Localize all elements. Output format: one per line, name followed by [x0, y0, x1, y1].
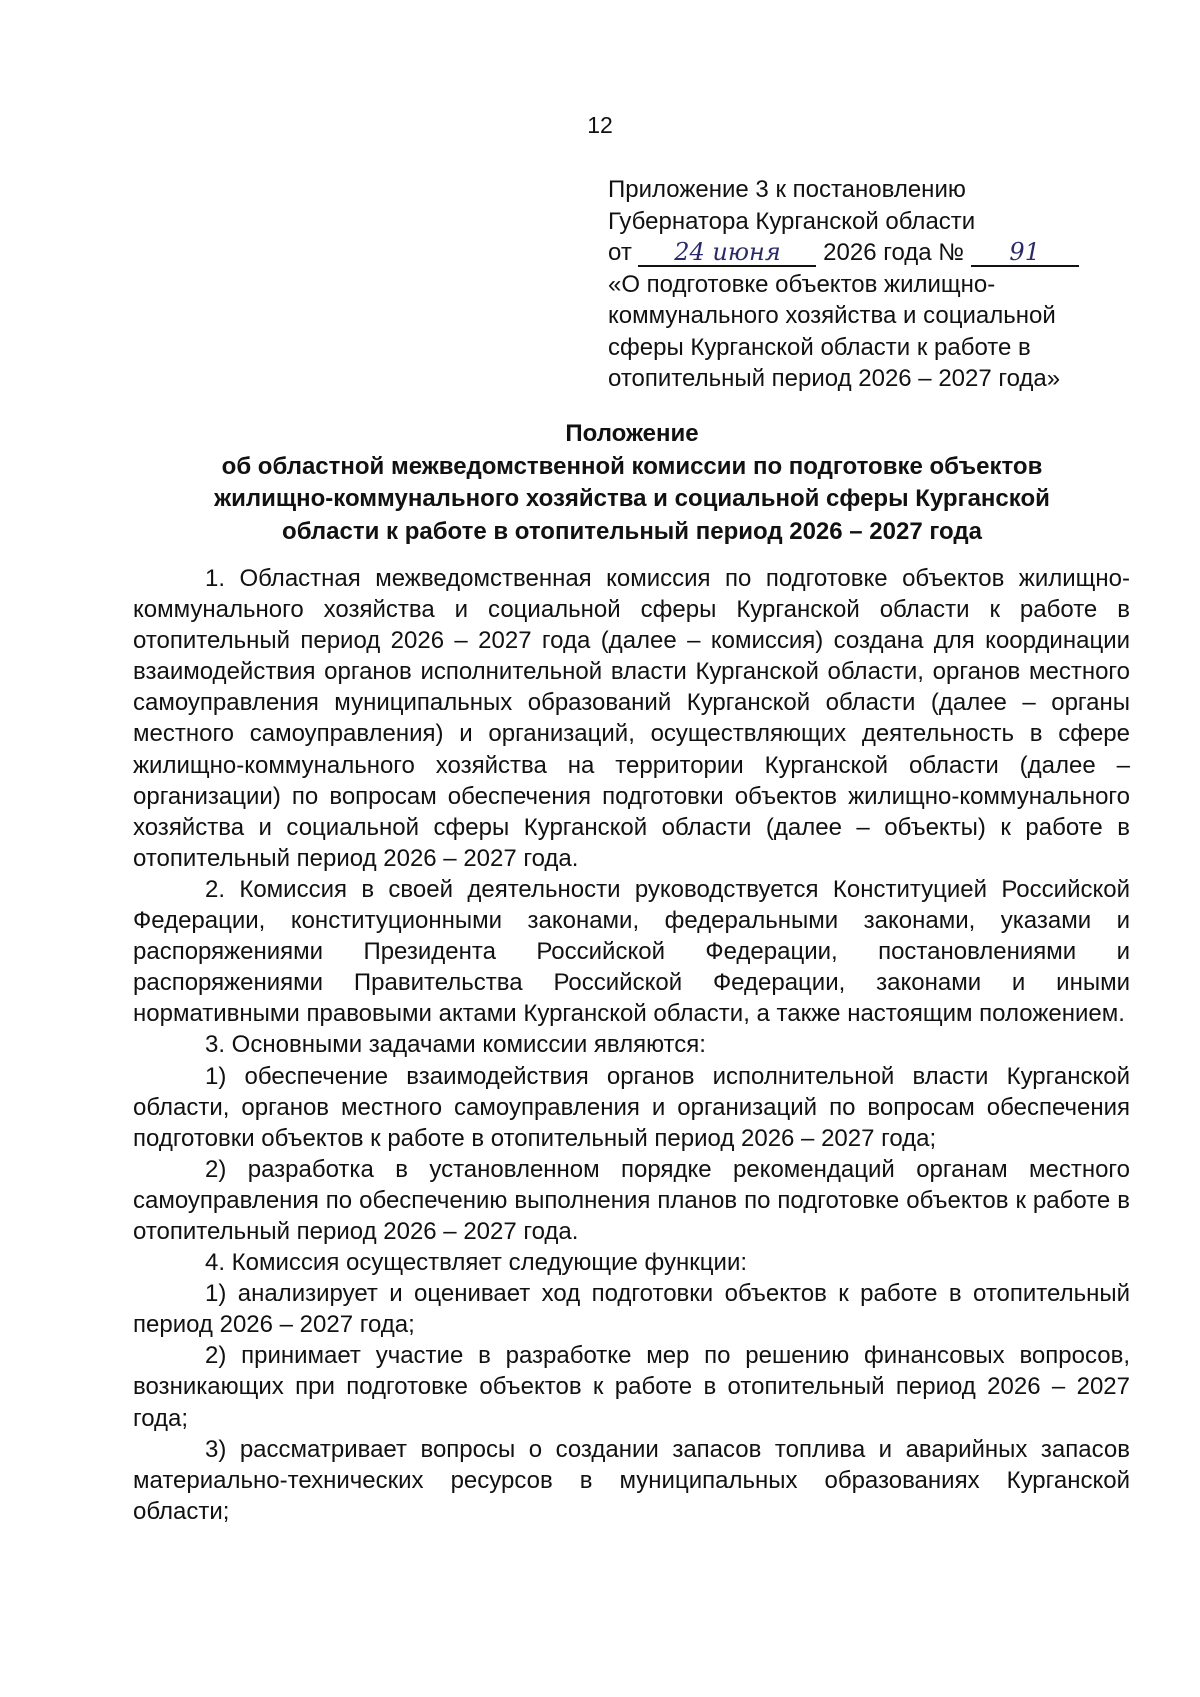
handwritten-date: 24 июня [638, 239, 816, 267]
appendix-line: «О подготовке объектов жилищно- [608, 270, 996, 298]
paragraph: 2. Комиссия в своей деятельности руководствуется Конституцией Российской Федерации, конституционными законами, федеральными законами, указами и распоряжениями Президента Российской Федерации, постановлениями и распоряжениями Правительства Российской Федерации, законами и иными нормативными правовыми актами Курганской области, а также настоящим положением. [133, 875, 1130, 1028]
appendix-line: Губернатора Курганской области [608, 207, 976, 235]
appendix-line: сферы Курганской области к работе в [608, 333, 1031, 361]
paragraph: 1. Областная межведомственная комиссия по подготовке объектов жилищно-коммунального хозяйства и социальной сферы Курганской области к работе в отопительный период 2026 – 2027 года (далее – комиссия) создана для координации взаимодействия органов исполнительной власти Курганской области, органов местного самоуправления муниципальных образований Курганской области (далее – органы местного самоуправления) и организаций, осуществляющих деятельность в сфере жилищно-коммунального хозяйства на территории Курганской области (далее – организации) по вопросам обеспечения подготовки объектов жилищно-коммунального хозяйства и социальной сферы Курганской области (далее – объекты) к работе в отопительный период 2026 – 2027 года. [133, 565, 1130, 872]
paragraph: 4. Комиссия осуществляет следующие функции: [205, 1249, 748, 1277]
date-prefix: от [608, 239, 632, 266]
title-line: жилищно-коммунального хозяйства и социальной сферы Курганской [214, 485, 1050, 512]
appendix-line: отопительный период 2026 – 2027 года» [608, 365, 1061, 392]
paragraph: 1) анализирует и оценивает ход подготовки объектов к работе в отопительный период 2026 – 2027 года; [133, 1280, 1130, 1339]
title-line: об областной межведомственной комиссии по подготовке объектов [221, 452, 1043, 480]
paragraph: 3. Основными задачами комиссии являются: [205, 1031, 706, 1059]
document-title [132, 418, 1132, 548]
paragraph: 2) принимает участие в разработке мер по решению финансовых вопросов, возникающих при подготовке объектов к работе в отопительный период 2026 – 2027 года; [133, 1342, 1130, 1432]
document-body [133, 563, 1130, 1527]
appendix-line: Приложение 3 к постановлению [608, 176, 966, 203]
title-heading: Положение [565, 420, 699, 447]
appendix-header [608, 174, 1168, 395]
handwritten-number: 91 [971, 239, 1079, 267]
appendix-line: коммунального хозяйства и социальной [608, 302, 1056, 329]
appendix-date-line [608, 237, 1168, 269]
page-number: 12 [587, 112, 613, 138]
paragraph: 3) рассматривает вопросы о создании запасов топлива и аварийных запасов материально-технических ресурсов в муниципальных образованиях Курганской области; [133, 1435, 1130, 1525]
paragraph: 1) обеспечение взаимодействия органов исполнительной власти Курганской области, органов местного самоуправления и организаций по вопросам обеспечения подготовки объектов к работе в отопительный период 2026 – 2027 года; [133, 1062, 1130, 1152]
title-line: области к работе в отопительный период 2026 – 2027 года [282, 517, 982, 545]
year-text: 2026 года № [823, 239, 965, 266]
paragraph: 2) разработка в установленном порядке рекомендаций органам местного самоуправления по обеспечению выполнения планов по подготовке объектов к работе в отопительный период 2026 – 2027 года. [133, 1155, 1130, 1245]
